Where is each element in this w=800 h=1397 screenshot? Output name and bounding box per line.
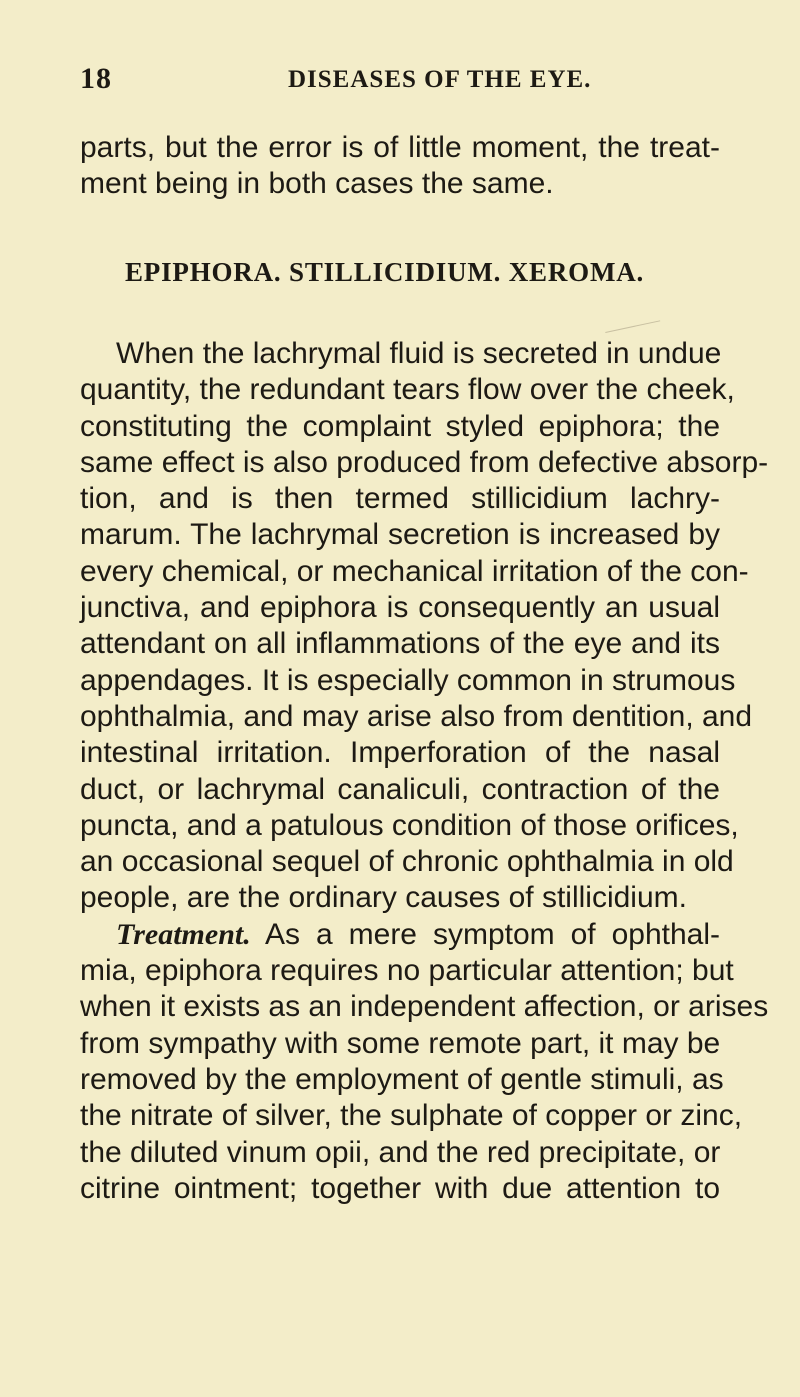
text-line: parts, but the error is of little moment, the treat- (80, 131, 720, 164)
text-line: from sympathy with some remote part, it may be (80, 1026, 721, 1060)
text-line: every chemical, or mechanical irritation of the con- (80, 554, 749, 588)
text-line: same effect is also produced from defective absorp- (80, 445, 769, 479)
text-line: duct, or lachrymal canaliculi, contraction of the (80, 772, 720, 806)
text-line: ment being in both cases the same. (80, 167, 554, 201)
running-head: DISEASES OF THE EYE. (288, 66, 592, 93)
text-line: the diluted vinum opii, and the red precipitate, or (80, 1135, 721, 1169)
text-line: attendant on all inflammations of the eye and its (80, 627, 720, 661)
text-line: when it exists as an independent affection, or arises (80, 990, 769, 1024)
text-line: puncta, and a patulous condition of those orifices, (80, 808, 739, 842)
treatment-line-rest: As a mere symptom of ophthal- (265, 917, 720, 951)
section-title: EPIPHORA. STILLICIDIUM. XEROMA. (125, 257, 645, 287)
text-line: junctiva, and epiphora is consequently an usual (80, 591, 720, 625)
page-number: 18 (80, 62, 112, 95)
section-body (80, 336, 769, 1207)
text-line: tion, and is then termed stillicidium lachry- (80, 482, 720, 516)
text-line: ophthalmia, and may arise also from dentition, and (80, 699, 753, 733)
text-line: When the lachrymal fluid is secreted in undue (116, 337, 722, 370)
text-line: removed by the employment of gentle stimuli, as (80, 1062, 724, 1096)
treatment-line (80, 917, 720, 953)
text-line: appendages. It is especially common in strumous (80, 663, 736, 697)
treatment-label: Treatment. (116, 917, 251, 951)
text-line: constituting the complaint styled epiphora; the (80, 409, 720, 443)
text-line: quantity, the redundant tears flow over the cheek, (80, 373, 735, 407)
text-line: mia, epiphora requires no particular attention; but (80, 954, 734, 988)
intro-paragraph (80, 130, 720, 203)
text-line: intestinal irritation. Imperforation of the nasal (80, 736, 720, 770)
text-line: marum. The lachrymal secretion is increased by (80, 518, 720, 552)
text-line: the nitrate of silver, the sulphate of copper or zinc, (80, 1099, 743, 1133)
text-line: an occasional sequel of chronic ophthalmia in old (80, 845, 734, 879)
page-header (80, 62, 720, 102)
text-line: citrine ointment; together with due attention to (80, 1171, 720, 1205)
text-line: people, are the ordinary causes of stillicidium. (80, 881, 687, 915)
